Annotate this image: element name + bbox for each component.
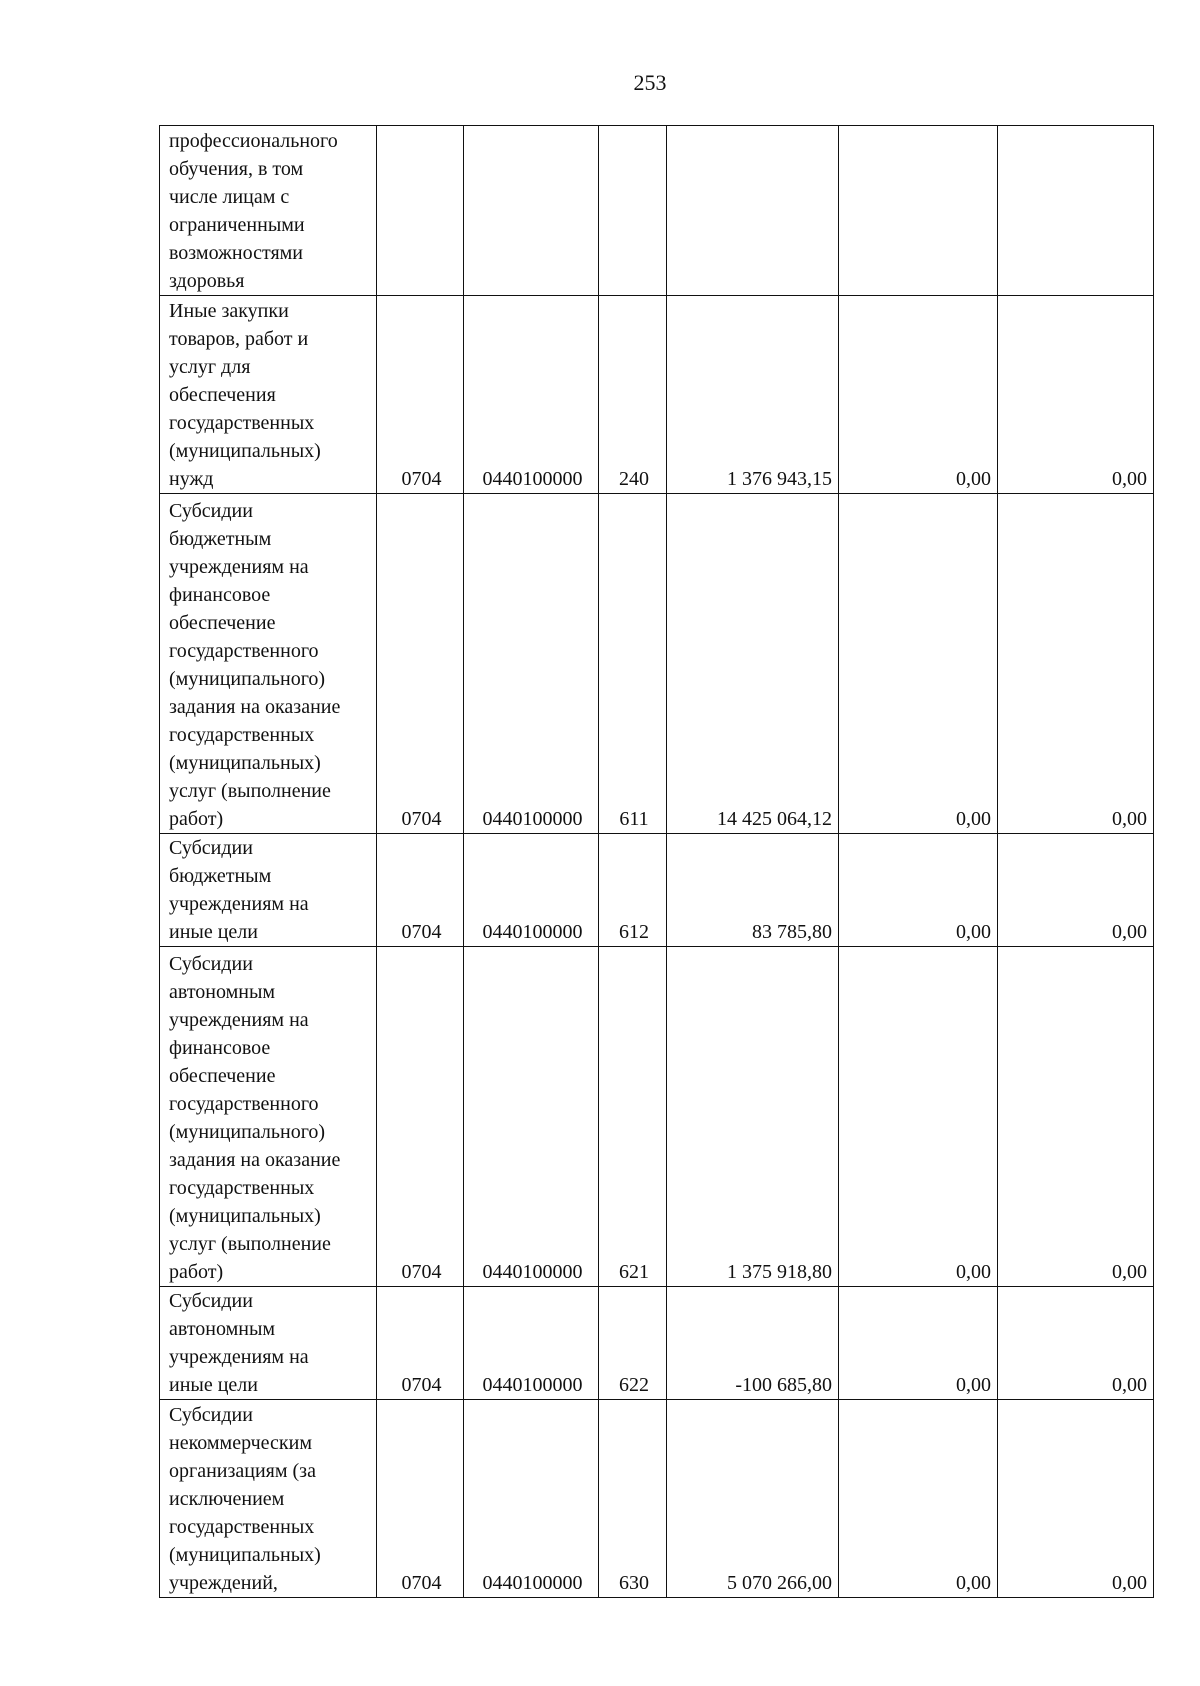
table-row [160, 1287, 1154, 1400]
amount-3: 0,00 [998, 494, 1154, 834]
amount-1: 5 070 266,00 [667, 1400, 839, 1598]
row-description: Субсидии автономным учреждениям на иные цели [160, 1287, 377, 1400]
expense-type-code [599, 126, 667, 296]
amount-3: 0,00 [998, 947, 1154, 1287]
target-article-code: 0440100000 [464, 296, 599, 494]
expense-type-code: 240 [599, 296, 667, 494]
page-number: 253 [633, 70, 667, 95]
table-row [160, 834, 1154, 947]
amount-2: 0,00 [839, 296, 998, 494]
target-article-code: 0440100000 [464, 1400, 599, 1598]
amount-1: 1 375 918,80 [667, 947, 839, 1287]
table-row [160, 1400, 1154, 1598]
amount-1 [667, 126, 839, 296]
row-description: Иные закупки товаров, работ и услуг для обеспечения государственных (муниципальных) нужд [160, 296, 377, 494]
amount-3: 0,00 [998, 834, 1154, 947]
amount-1: 14 425 064,12 [667, 494, 839, 834]
row-description: Субсидии автономным учреждениям на финансовое обеспечение государственного (муниципального) задания на оказание государственных (муниципальных) услуг (выполнение работ) [160, 947, 377, 1287]
section-code: 0704 [377, 947, 464, 1287]
row-description: профессионального обучения, в том числе лицам с ограниченными возможностями здоровья [160, 126, 377, 296]
section-code: 0704 [377, 296, 464, 494]
amount-2: 0,00 [839, 1400, 998, 1598]
table-row [160, 494, 1154, 834]
amount-2: 0,00 [839, 494, 998, 834]
section-code: 0704 [377, 834, 464, 947]
amount-3 [998, 126, 1154, 296]
table-row [160, 947, 1154, 1287]
target-article-code [464, 126, 599, 296]
target-article-code: 0440100000 [464, 1287, 599, 1400]
amount-3: 0,00 [998, 296, 1154, 494]
amount-1: -100 685,80 [667, 1287, 839, 1400]
target-article-code: 0440100000 [464, 834, 599, 947]
expense-type-code: 621 [599, 947, 667, 1287]
expense-type-code: 612 [599, 834, 667, 947]
table-row [160, 296, 1154, 494]
expense-type-code: 630 [599, 1400, 667, 1598]
budget-table [159, 125, 1154, 1598]
amount-2 [839, 126, 998, 296]
amount-2: 0,00 [839, 834, 998, 947]
amount-1: 1 376 943,15 [667, 296, 839, 494]
section-code: 0704 [377, 1287, 464, 1400]
row-description: Субсидии бюджетным учреждениям на иные цели [160, 834, 377, 947]
section-code: 0704 [377, 494, 464, 834]
expense-type-code: 611 [599, 494, 667, 834]
row-description: Субсидии бюджетным учреждениям на финансовое обеспечение государственного (муниципального) задания на оказание государственных (муниципальных) услуг (выполнение работ) [160, 494, 377, 834]
amount-3: 0,00 [998, 1287, 1154, 1400]
section-code [377, 126, 464, 296]
section-code: 0704 [377, 1400, 464, 1598]
amount-3: 0,00 [998, 1400, 1154, 1598]
target-article-code: 0440100000 [464, 947, 599, 1287]
amount-2: 0,00 [839, 947, 998, 1287]
table-row [160, 126, 1154, 296]
expense-type-code: 622 [599, 1287, 667, 1400]
target-article-code: 0440100000 [464, 494, 599, 834]
row-description: Субсидии некоммерческим организациям (за исключением государственных (муниципальных) учреждений, [160, 1400, 377, 1598]
amount-2: 0,00 [839, 1287, 998, 1400]
amount-1: 83 785,80 [667, 834, 839, 947]
